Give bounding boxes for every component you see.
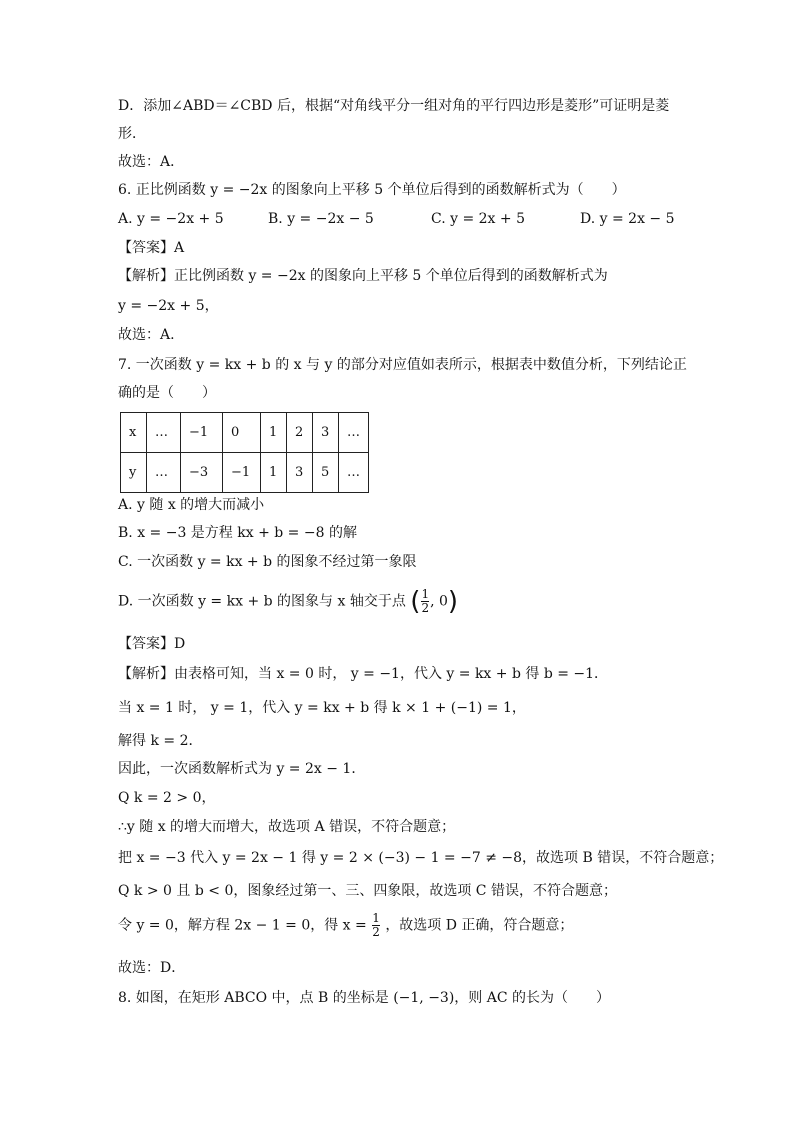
q7-option-d-text: D. 一次函数 y = kx + b 的图象与 x 轴交于点 <box>118 593 406 610</box>
table-cell: x <box>121 413 147 453</box>
q6-option-a: A. y = −2x + 5 <box>118 211 224 227</box>
fraction <box>421 588 429 615</box>
table-row <box>121 413 369 453</box>
numerator: 1 <box>372 911 380 925</box>
q7-analysis-2: 当 x = 1 时， y = 1，代入 y = kx + b 得 k × 1 + (−1) = 1， <box>118 700 526 716</box>
q7-analysis-1: 【解析】由表格可知，当 x = 0 时， y = −1，代入 y = kx + b 得 b = −1． <box>118 666 609 682</box>
q5-option-d-line2: 形． <box>118 126 146 142</box>
q7-analysis-8: Q k > 0 且 b < 0，图象经过第一、三、四象限，故选项 C 错误，不符合题意； <box>118 883 617 899</box>
numerator: 1 <box>421 587 430 601</box>
q6-choose: 故选：A. <box>118 327 175 343</box>
table-cell: … <box>339 413 369 453</box>
q7-analysis-9-text: 令 y = 0，解方程 2x − 1 = 0，得 x = <box>118 917 367 934</box>
table-cell: 1 <box>261 453 287 493</box>
table-row <box>121 453 369 493</box>
table-cell: … <box>147 413 181 453</box>
q7-analysis-9 <box>118 912 573 939</box>
q6-stem: 6. 正比例函数 y = −2x 的图象向上平移 5 个单位后得到的函数解析式为（ ） <box>118 182 626 198</box>
denominator: 2 <box>372 925 380 939</box>
q6-answer: 【答案】A <box>118 240 185 256</box>
q6-analysis-2: y = −2x + 5， <box>118 298 219 314</box>
table-cell: 5 <box>313 453 339 493</box>
q7-analysis-7: 把 x = −3 代入 y = 2x − 1 得 y = 2 × (−3) − 1 = −7 ≠ −8，故选项 B 错误，不符合题意； <box>118 850 724 866</box>
q7-option-c: C. 一次函数 y = kx + b 的图象不经过第一象限 <box>118 554 417 570</box>
table-cell: 3 <box>287 453 313 493</box>
q7-option-a: A. y 随 x 的增大而减小 <box>118 497 265 513</box>
denominator: 2 <box>421 601 430 615</box>
q7-choose: 故选：D． <box>118 960 186 976</box>
q7-analysis-4: 因此，一次函数解析式为 y = 2x − 1． <box>118 761 366 777</box>
table-cell: −3 <box>181 453 223 493</box>
q8-stem: 8. 如图，在矩形 ABCO 中，点 B 的坐标是 (−1, −3)，则 AC 的长为（ ） <box>118 990 611 1006</box>
q6-analysis-1: 【解析】正比例函数 y = −2x 的图象向上平移 5 个单位后得到的函数解析式为 <box>118 268 608 284</box>
q6-option-b: B. y = −2x − 5 <box>268 211 374 227</box>
q6-option-c: C. y = 2x + 5 <box>431 211 525 227</box>
table-cell: 2 <box>287 413 313 453</box>
q5-option-d-line1: D．添加∠ABD＝∠CBD 后，根据“对角线平分一组对角的平行四边形是菱形”可证明是菱 <box>118 98 670 114</box>
q7-analysis-9-tail: ，故选项 D 正确，符合题意； <box>385 917 574 934</box>
table-cell: 1 <box>261 413 287 453</box>
point-tail: , 0 <box>430 593 448 610</box>
table-cell: … <box>339 453 369 493</box>
table-cell: −1 <box>223 453 261 493</box>
q7-stem-1: 7. 一次函数 y = kx + b 的 x 与 y 的部分对应值如表所示，根据表中数值分析，下列结论正 <box>118 357 687 373</box>
q7-analysis-3: 解得 k = 2． <box>118 733 203 749</box>
table-cell: 0 <box>223 413 261 453</box>
table-cell: … <box>147 453 181 493</box>
xy-value-table <box>120 412 369 493</box>
q7-answer: 【答案】D <box>118 636 186 652</box>
left-paren: ( <box>410 586 421 617</box>
q6-option-d: D. y = 2x − 5 <box>580 211 675 227</box>
q5-choose: 故选：A． <box>118 154 185 170</box>
table-cell: y <box>121 453 147 493</box>
table-cell: 3 <box>313 413 339 453</box>
q7-analysis-6: ∴y 随 x 的增大而增大，故选项 A 错误，不符合题意； <box>118 819 456 835</box>
fraction <box>372 912 380 939</box>
table-cell: −1 <box>181 413 223 453</box>
q7-option-d <box>118 588 458 615</box>
q7-stem-2: 确的是（ ） <box>118 385 216 401</box>
right-paren: ) <box>447 586 459 617</box>
q7-analysis-5: Q k = 2 > 0， <box>118 790 216 806</box>
q7-option-b: B. x = −3 是方程 kx + b = −8 的解 <box>118 525 357 541</box>
